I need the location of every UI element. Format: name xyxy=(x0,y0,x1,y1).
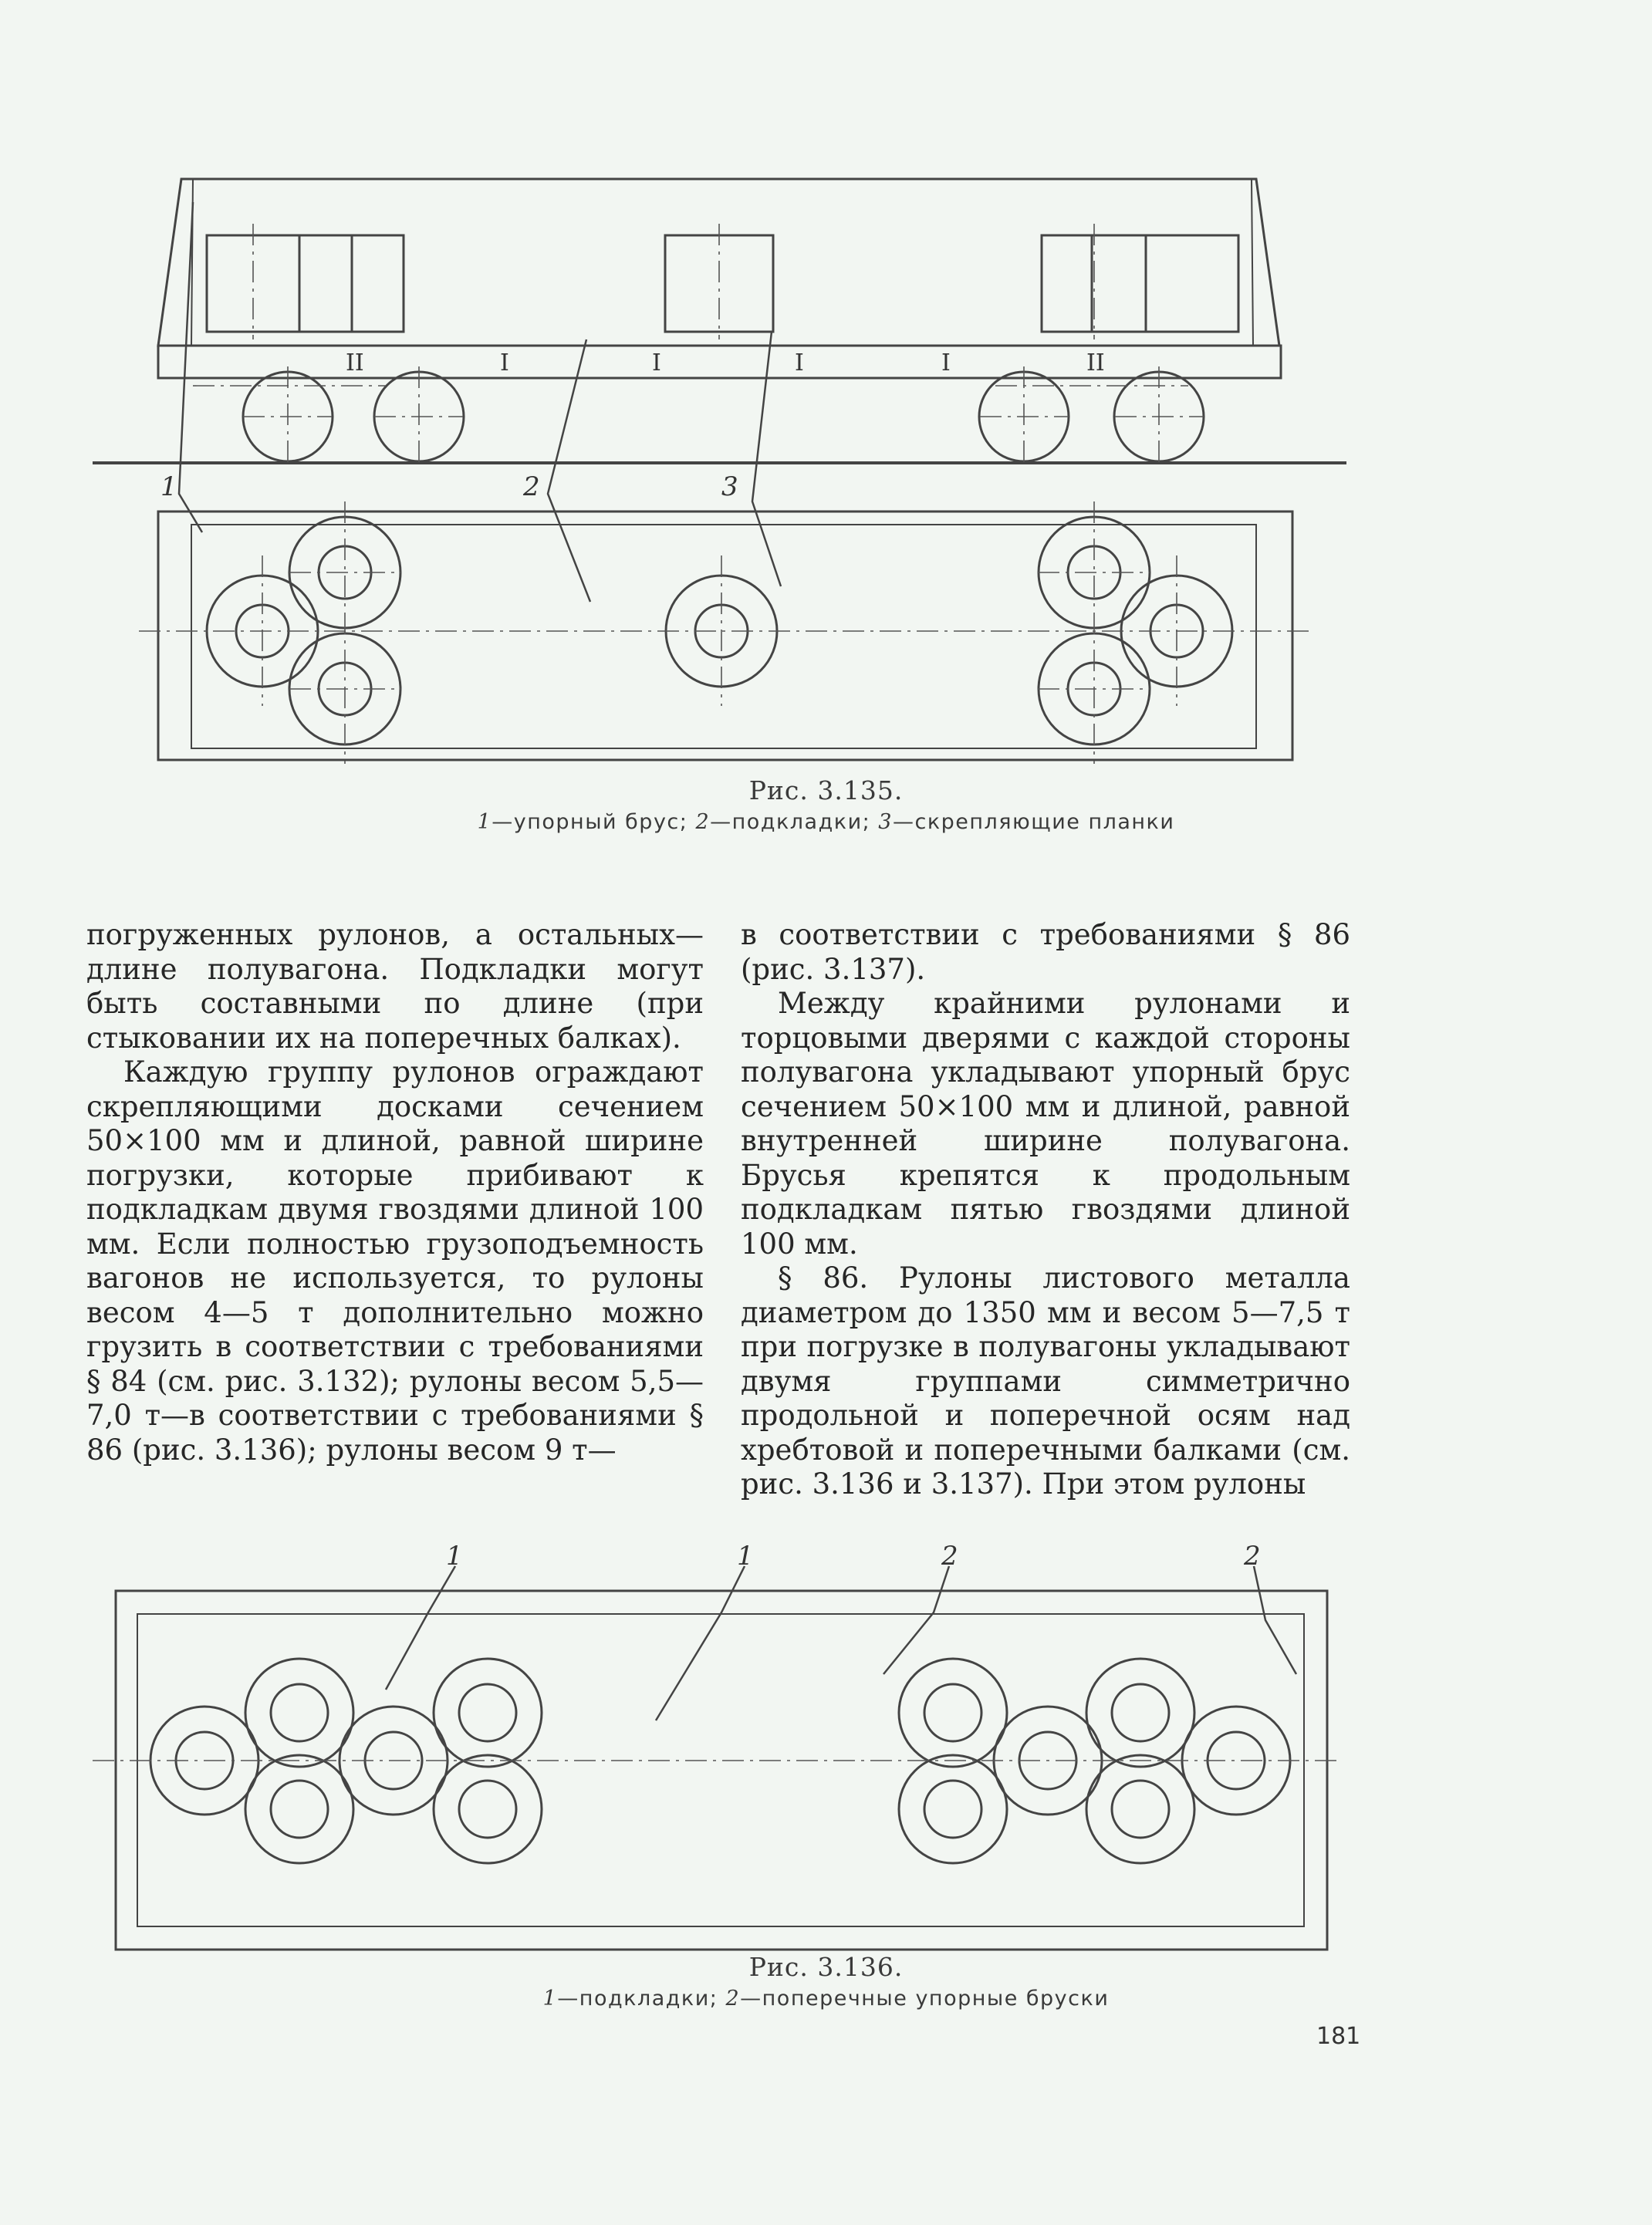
figure-136-drawing xyxy=(0,1535,1652,1967)
page-number: 181 xyxy=(1316,2023,1361,2050)
paragraph: Между крайними рулонами и торцовыми дверями с каждой стороны полувагона укладывают упорный брус сечением 50×100 мм и длиной, равной внутренней ширине полувагона. Брусья крепятся к продольным подкладкам пятью гвоздями длиной 100 мм. xyxy=(741,987,1350,1261)
caption-number: Рис. 3.135. xyxy=(748,775,904,805)
figure-136-caption xyxy=(0,1952,1652,2011)
callout-label: 1 xyxy=(446,1541,463,1572)
callout-label: 1 xyxy=(737,1541,754,1572)
callout-label: 1 xyxy=(160,471,177,502)
paragraph: § 86. Рулоны листового металла диаметром до 1350 мм и весом 5—7,5 т при погрузке в полувагоны укладывают двумя группами симметрично продольной и поперечной осям над хребтовой и поперечными балками (см. рис. 3.136 и 3.137). При этом рулоны xyxy=(741,1261,1350,1501)
beam-mark: II xyxy=(1086,349,1105,376)
side-coil-group-right xyxy=(1042,235,1238,332)
paragraph: Каждую группу рулонов ограждают скрепляющими досками сечением 50×100 мм и длиной, равной ширине погрузки, которые прибивают к подкладкам двумя гвоздями длиной 100 мм. Если полностью грузоподъемность вагонов не используется, то рулоны весом 4—5 т дополнительно можно грузить в соответствии с требованиями § 84 (см. рис. 3.132); рулоны весом 5,5—7,0 т—в соответствии с требованиями § 86 (рис. 3.136); рулоны весом 9 т— xyxy=(86,1055,704,1467)
caption-legend: 1—подкладки; 2—поперечные упорные бруски xyxy=(542,1987,1110,2011)
callout-label: 3 xyxy=(721,471,738,502)
callout-label: 2 xyxy=(1244,1541,1261,1572)
callout-label: 2 xyxy=(523,471,540,502)
beam-mark: I xyxy=(652,349,661,376)
text-column-left xyxy=(86,918,704,1467)
caption-legend: 1—упорный брус; 2—подкладки; 3—скрепляющие планки xyxy=(477,810,1175,834)
wagon-top-outline xyxy=(116,1591,1327,1950)
paragraph: в соответствии с требованиями § 86 (рис. 3.137). xyxy=(741,918,1350,986)
text-column-right xyxy=(741,918,1350,1502)
wagon-frame xyxy=(158,346,1281,378)
paragraph: погруженных рулонов, а остальных—длине полувагона. Подкладки могут быть составными по длине (при стыковании их на поперечных балках). xyxy=(86,918,704,1055)
beam-mark: I xyxy=(941,349,951,376)
beam-mark: I xyxy=(500,349,509,376)
beam-mark: I xyxy=(795,349,804,376)
figure-135-caption xyxy=(0,775,1652,834)
figure-135-drawing xyxy=(0,0,1652,771)
callout-label: 2 xyxy=(941,1541,958,1572)
caption-number: Рис. 3.136. xyxy=(748,1952,904,1982)
beam-mark: II xyxy=(346,349,364,376)
side-coil-group-left xyxy=(207,235,404,332)
